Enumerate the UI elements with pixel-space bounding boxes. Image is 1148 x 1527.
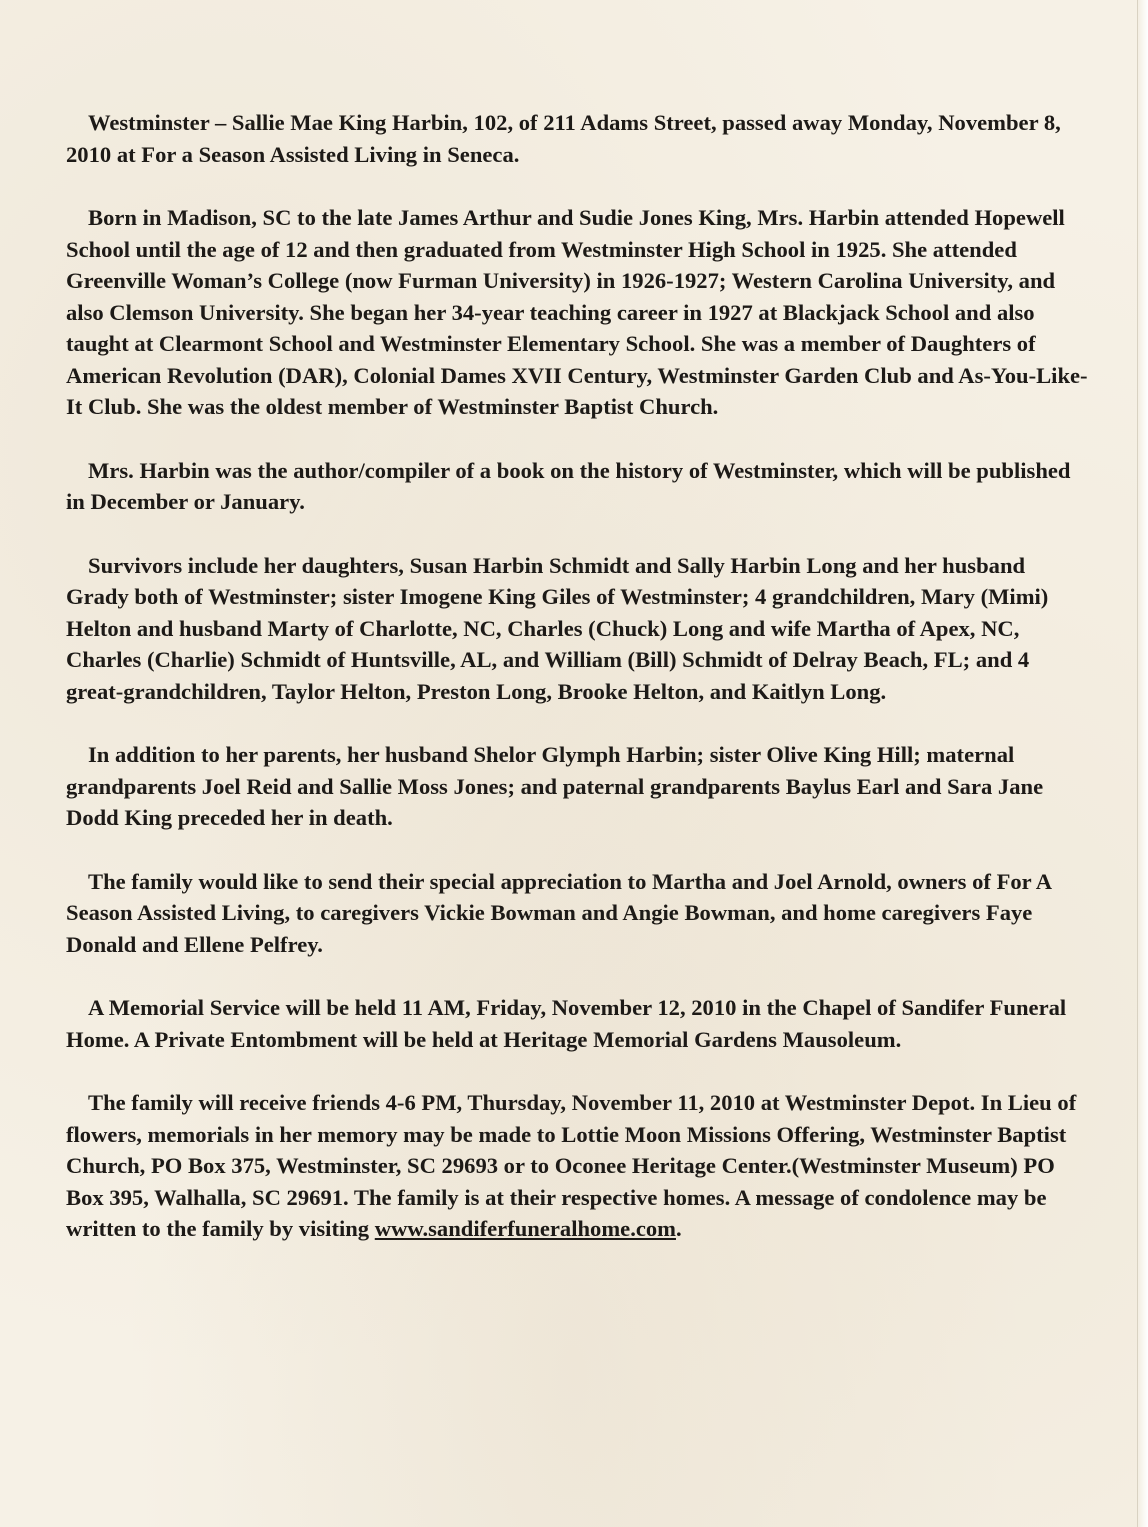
- obituary-text: [66, 107, 1091, 1245]
- obituary-paragraph-service: A Memorial Service will be held 11 AM, Friday, November 12, 2010 in the Chapel of Sandifer Funeral Home. A Private Entombment will be held at Heritage Memorial Gardens Mausoleum.: [66, 995, 1067, 1052]
- obituary-paragraph-book: Mrs. Harbin was the author/compiler of a book on the history of Westminster, which will be published in December or January.: [66, 457, 1071, 514]
- paper-edge: [1137, 0, 1148, 1527]
- obituary-paragraph-intro: Westminster – Sallie Mae King Harbin, 102, of 211 Adams Street, passed away Monday, November 8, 2010 at For a Season Assisted Living in Seneca.: [66, 110, 1061, 167]
- visitation-text-end: .: [676, 1216, 682, 1241]
- obituary-paragraph-visitation: [66, 1087, 1091, 1245]
- obituary-paragraph-biography: Born in Madison, SC to the late James Arthur and Sudie Jones King, Mrs. Harbin attended Hopewell School until the age of 12 and then graduated from Westminster High School in 1925. She attended Greenville Woman’s College (now Furman University) in 1926-1927; Western Carolina University, and also Clemson University. She began her 34-year teaching career in 1927 at Blackjack School and also taught at Clearmont School and Westminster Elementary School. She was a member of Daughters of American Revolution (DAR), Colonial Dames XVII Century, Westminster Garden Club and As-You-Like-It Club. She was the oldest member of Westminster Baptist Church.: [66, 205, 1088, 419]
- visitation-text: The family will receive friends 4-6 PM, Thursday, November 11, 2010 at Westminster Depot. In Lieu of flowers, memorials in her memory may be made to Lottie Moon Missions Offering, Westminster Baptist Church, PO Box 375, Westminster, SC 29693 or to Oconee Heritage Center.(Westminster Museum) PO Box 395, Walhalla, SC 29691. The family is at their respective homes. A message of condolence may be written to the family by visiting: [66, 1090, 1077, 1241]
- obituary-paragraph-survivors: Survivors include her daughters, Susan Harbin Schmidt and Sally Harbin Long and her husband Grady both of Westminster; sister Imogene King Giles of Westminster; 4 grandchildren, Mary (Mimi) Helton and husband Marty of Charlotte, NC, Charles (Chuck) Long and wife Martha of Apex, NC, Charles (Charlie) Schmidt of Huntsville, AL, and William (Bill) Schmidt of Delray Beach, FL; and 4 great-grandchildren, Taylor Helton, Preston Long, Brooke Helton, and Kaitlyn Long.: [66, 552, 1049, 704]
- obituary-paragraph-appreciation: The family would like to send their special appreciation to Martha and Joel Arnold, owners of For A Season Assisted Living, to caregivers Vickie Bowman and Angie Bowman, and home caregivers Faye Donald and Ellene Pelfrey.: [66, 868, 1051, 957]
- funeral-home-website-link[interactable]: www.sandiferfuneralhome.com: [374, 1216, 676, 1241]
- obituary-paragraph-preceded: In addition to her parents, her husband Shelor Glymph Harbin; sister Olive King Hill; maternal grandparents Joel Reid and Sallie Moss Jones; and paternal grandparents Baylus Earl and Sara Jane Dodd King preceded her in death.: [66, 742, 1044, 830]
